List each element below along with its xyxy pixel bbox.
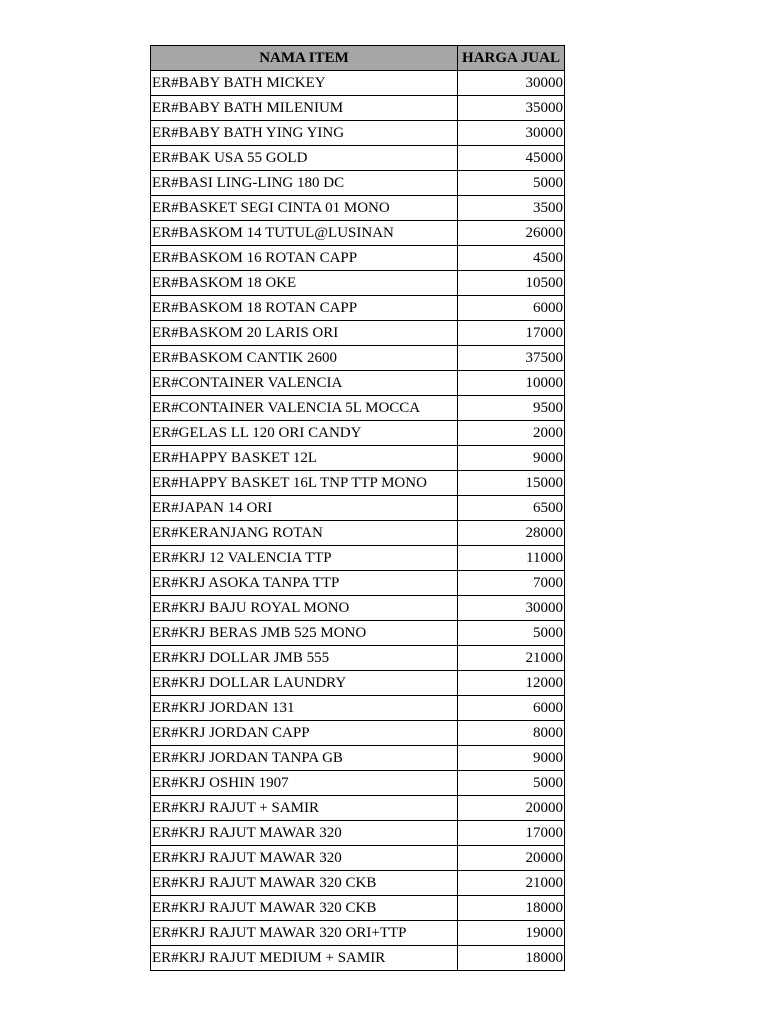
item-name-cell: ER#BABY BATH YING YING xyxy=(151,121,458,146)
item-name-cell: ER#KERANJANG ROTAN xyxy=(151,521,458,546)
table-row xyxy=(151,471,565,496)
item-name-cell: ER#KRJ RAJUT MAWAR 320 xyxy=(151,821,458,846)
selling-price-cell: 6500 xyxy=(458,496,565,521)
selling-price-cell: 18000 xyxy=(458,946,565,971)
item-name-cell: ER#BABY BATH MICKEY xyxy=(151,71,458,96)
selling-price-cell: 30000 xyxy=(458,596,565,621)
table-row xyxy=(151,721,565,746)
item-name-cell: ER#KRJ JORDAN TANPA GB xyxy=(151,746,458,771)
table-row xyxy=(151,146,565,171)
table-row xyxy=(151,821,565,846)
selling-price-cell: 6000 xyxy=(458,296,565,321)
table-row xyxy=(151,171,565,196)
item-name-cell: ER#BABY BATH MILENIUM xyxy=(151,96,458,121)
item-name-cell: ER#KRJ 12 VALENCIA TTP xyxy=(151,546,458,571)
table-row xyxy=(151,71,565,96)
table-row xyxy=(151,921,565,946)
table-row xyxy=(151,646,565,671)
selling-price-cell: 2000 xyxy=(458,421,565,446)
item-name-cell: ER#HAPPY BASKET 16L TNP TTP MONO xyxy=(151,471,458,496)
selling-price-cell: 17000 xyxy=(458,321,565,346)
selling-price-cell: 37500 xyxy=(458,346,565,371)
selling-price-cell: 5000 xyxy=(458,771,565,796)
item-name-cell: ER#HAPPY BASKET 12L xyxy=(151,446,458,471)
selling-price-cell: 5000 xyxy=(458,621,565,646)
table-row xyxy=(151,271,565,296)
table-row xyxy=(151,871,565,896)
selling-price-cell: 21000 xyxy=(458,871,565,896)
table-row xyxy=(151,346,565,371)
table-row xyxy=(151,846,565,871)
header-selling-price: HARGA JUAL xyxy=(458,46,565,71)
selling-price-cell: 28000 xyxy=(458,521,565,546)
selling-price-cell: 35000 xyxy=(458,96,565,121)
selling-price-cell: 20000 xyxy=(458,796,565,821)
item-name-cell: ER#BASI LING-LING 180 DC xyxy=(151,171,458,196)
table-row xyxy=(151,521,565,546)
selling-price-cell: 10000 xyxy=(458,371,565,396)
table-row xyxy=(151,621,565,646)
header-row xyxy=(151,46,565,71)
item-name-cell: ER#BASKOM 18 OKE xyxy=(151,271,458,296)
item-name-cell: ER#BASKOM 18 ROTAN CAPP xyxy=(151,296,458,321)
item-name-cell: ER#BASKOM 14 TUTUL@LUSINAN xyxy=(151,221,458,246)
selling-price-cell: 10500 xyxy=(458,271,565,296)
item-name-cell: ER#KRJ RAJUT MAWAR 320 CKB xyxy=(151,896,458,921)
table-row xyxy=(151,446,565,471)
table-body xyxy=(151,71,565,971)
item-name-cell: ER#KRJ RAJUT MAWAR 320 CKB xyxy=(151,871,458,896)
table-row xyxy=(151,596,565,621)
item-name-cell: ER#KRJ BAJU ROYAL MONO xyxy=(151,596,458,621)
item-name-cell: ER#KRJ DOLLAR LAUNDRY xyxy=(151,671,458,696)
item-name-cell: ER#KRJ BERAS JMB 525 MONO xyxy=(151,621,458,646)
item-name-cell: ER#BASKOM CANTIK 2600 xyxy=(151,346,458,371)
table-row xyxy=(151,496,565,521)
header-item-name: NAMA ITEM xyxy=(151,46,458,71)
selling-price-cell: 4500 xyxy=(458,246,565,271)
table-row xyxy=(151,296,565,321)
selling-price-cell: 6000 xyxy=(458,696,565,721)
item-name-cell: ER#CONTAINER VALENCIA xyxy=(151,371,458,396)
item-name-cell: ER#BASKOM 16 ROTAN CAPP xyxy=(151,246,458,271)
selling-price-cell: 5000 xyxy=(458,171,565,196)
price-list-sheet xyxy=(150,45,565,971)
item-name-cell: ER#JAPAN 14 ORI xyxy=(151,496,458,521)
item-name-cell: ER#KRJ OSHIN 1907 xyxy=(151,771,458,796)
table-row xyxy=(151,571,565,596)
table-row xyxy=(151,371,565,396)
table-row xyxy=(151,696,565,721)
selling-price-cell: 9000 xyxy=(458,746,565,771)
table-row xyxy=(151,321,565,346)
item-name-cell: ER#KRJ JORDAN 131 xyxy=(151,696,458,721)
item-name-cell: ER#KRJ RAJUT MEDIUM + SAMIR xyxy=(151,946,458,971)
item-name-cell: ER#BASKET SEGI CINTA 01 MONO xyxy=(151,196,458,221)
table-row xyxy=(151,221,565,246)
selling-price-cell: 30000 xyxy=(458,71,565,96)
selling-price-cell: 18000 xyxy=(458,896,565,921)
selling-price-cell: 3500 xyxy=(458,196,565,221)
table-row xyxy=(151,96,565,121)
table-row xyxy=(151,946,565,971)
selling-price-cell: 45000 xyxy=(458,146,565,171)
table-row xyxy=(151,196,565,221)
selling-price-cell: 12000 xyxy=(458,671,565,696)
table-row xyxy=(151,546,565,571)
selling-price-cell: 21000 xyxy=(458,646,565,671)
table-row xyxy=(151,396,565,421)
item-name-cell: ER#BAK USA 55 GOLD xyxy=(151,146,458,171)
selling-price-cell: 17000 xyxy=(458,821,565,846)
selling-price-cell: 15000 xyxy=(458,471,565,496)
selling-price-cell: 9000 xyxy=(458,446,565,471)
item-name-cell: ER#KRJ RAJUT MAWAR 320 ORI+TTP xyxy=(151,921,458,946)
item-name-cell: ER#KRJ ASOKA TANPA TTP xyxy=(151,571,458,596)
item-name-cell: ER#CONTAINER VALENCIA 5L MOCCA xyxy=(151,396,458,421)
selling-price-cell: 30000 xyxy=(458,121,565,146)
item-name-cell: ER#KRJ JORDAN CAPP xyxy=(151,721,458,746)
item-name-cell: ER#KRJ RAJUT + SAMIR xyxy=(151,796,458,821)
table-row xyxy=(151,121,565,146)
selling-price-cell: 20000 xyxy=(458,846,565,871)
selling-price-cell: 8000 xyxy=(458,721,565,746)
item-name-cell: ER#KRJ DOLLAR JMB 555 xyxy=(151,646,458,671)
item-name-cell: ER#BASKOM 20 LARIS ORI xyxy=(151,321,458,346)
table-row xyxy=(151,246,565,271)
selling-price-cell: 11000 xyxy=(458,546,565,571)
selling-price-cell: 7000 xyxy=(458,571,565,596)
selling-price-cell: 26000 xyxy=(458,221,565,246)
table-row xyxy=(151,421,565,446)
table-row xyxy=(151,746,565,771)
table-row xyxy=(151,671,565,696)
selling-price-cell: 19000 xyxy=(458,921,565,946)
table-row xyxy=(151,896,565,921)
selling-price-cell: 9500 xyxy=(458,396,565,421)
item-name-cell: ER#GELAS LL 120 ORI CANDY xyxy=(151,421,458,446)
table-row xyxy=(151,796,565,821)
price-table xyxy=(150,45,565,971)
item-name-cell: ER#KRJ RAJUT MAWAR 320 xyxy=(151,846,458,871)
table-row xyxy=(151,771,565,796)
